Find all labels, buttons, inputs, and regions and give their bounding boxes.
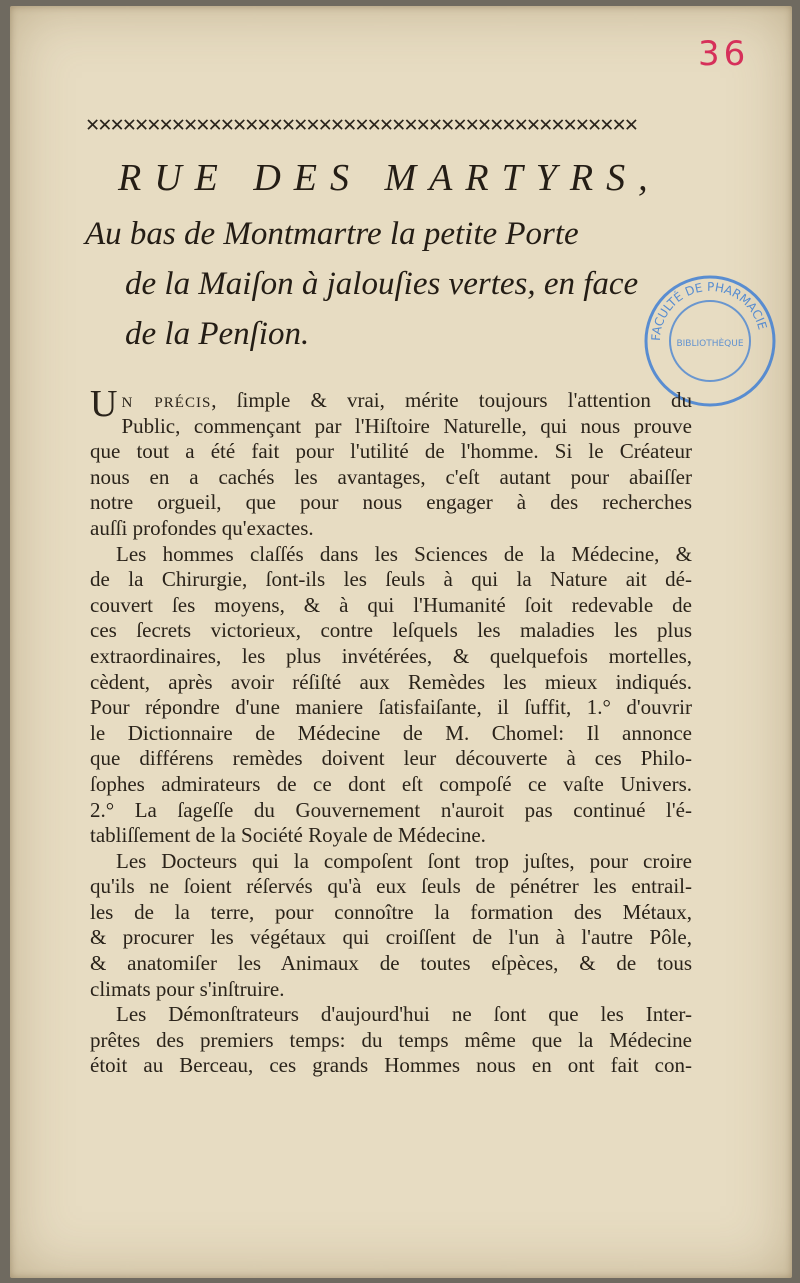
subtitle-line-3: de la Penſion. xyxy=(125,316,310,352)
paragraph-line: étoit au Berceau, ces grands Hommes nous en ont fait con- xyxy=(90,1053,692,1078)
paragraph-1-line-1 xyxy=(90,383,692,425)
svg-text:FACULTÉ DE PHARMACIE xyxy=(649,280,770,341)
paragraph-line: Les Docteurs qui la compoſent ſont trop juſtes, pour croire xyxy=(116,848,692,873)
paragraph-line: Les Démonſtrateurs d'aujourd'hui ne ſont que les Inter- xyxy=(116,1002,692,1027)
paragraph-line: prêtes des premiers temps: du temps même que la Médecine xyxy=(90,1027,692,1052)
stamp-center-text: BIBLIOTHÈQUE xyxy=(676,339,744,349)
paragraph-line: que tout a été fait pour l'utilité de l'homme. Si le Créateur xyxy=(90,439,692,464)
paragraph-line: Public, commençant par l'Hiſtoire Naturelle, qui nous prouve xyxy=(121,413,692,438)
paragraph-line: 2.° La ſageſſe du Gouvernement n'auroit pas continué l'é- xyxy=(90,797,692,822)
paragraph-line: cèdent, après avoir réſiſté aux Remèdes les mieux indiqués. xyxy=(90,669,692,694)
folio-number: 36 xyxy=(698,34,750,74)
paragraph-line: climats pour s'inſtruire. xyxy=(90,976,285,1001)
subtitle-line-2: de la Maiſon à jalouſies vertes, en face xyxy=(125,266,639,302)
paragraph-line: couvert ſes moyens, & à qui l'Humanité ſoit redevable de xyxy=(90,592,692,617)
paragraph-line: & anatomiſer les Animaux de toutes eſpèces, & de tous xyxy=(90,951,692,976)
document-page xyxy=(10,6,792,1278)
paragraph-line: auſſi profondes qu'exactes. xyxy=(90,515,314,540)
paragraph-line: de la Chirurgie, ſont-ils les ſeuls à qui la Nature ait dé- xyxy=(90,567,692,592)
document-body xyxy=(90,383,692,1079)
header-ornament: ✕✕✕✕✕✕✕✕✕✕✕✕✕✕✕✕✕✕✕✕✕✕✕✕✕✕✕✕✕✕✕✕✕✕✕✕✕✕✕✕✕✕✕✕✕ xyxy=(86,112,638,137)
paragraph-line: & procurer les végétaux qui croiſſent de l'un à l'autre Pôle, xyxy=(90,925,692,950)
paragraph-line: nous en a cachés les avantages, c'eſt autant pour abaiſſer xyxy=(90,464,692,489)
paragraph-line: , ſimple & vrai, mérite toujours l'attention du xyxy=(211,388,692,412)
paragraph-line: que différens remèdes doivent leur découverte à ces Philo- xyxy=(90,746,692,771)
paragraph-line: qu'ils ne ſoient réſervés qu'à eux ſeuls de pénétrer les entrail- xyxy=(90,874,692,899)
paragraph-line: le Dictionnaire de Médecine de M. Chomel: Il annonce xyxy=(90,720,692,745)
paragraph-line: Pour répondre d'une maniere ſatisfaiſante, il ſuffit, 1.° d'ouvrir xyxy=(90,695,692,720)
paragraph-line: notre orgueil, que pour nous engager à des recherches xyxy=(90,490,692,515)
paragraph-line: extraordinaires, les plus invétérées, & quelquefois mortelles, xyxy=(90,643,692,668)
drop-cap: U xyxy=(90,383,118,425)
paragraph-line: ſophes admirateurs de ce dont eſt compoſé ce vaſte Univers. xyxy=(90,771,692,796)
paragraph-line: les de la terre, pour connoître la formation des Métaux, xyxy=(90,899,692,924)
paragraph-line: tabliſſement de la Société Royale de Médecine. xyxy=(90,823,486,848)
subtitle-line-1: Au bas de Montmartre la petite Porte xyxy=(85,216,579,252)
paragraph-line: Les hommes claſſés dans les Sciences de la Médecine, & xyxy=(116,541,692,566)
stamp-ring-text: FACULTÉ DE PHARMACIE xyxy=(648,279,770,342)
page-title: RUE DES MARTYRS, xyxy=(118,157,661,199)
opening-words: n précis xyxy=(121,388,212,412)
paragraph-line: ces ſecrets victorieux, contre leſquels les maladies les plus xyxy=(90,618,692,643)
